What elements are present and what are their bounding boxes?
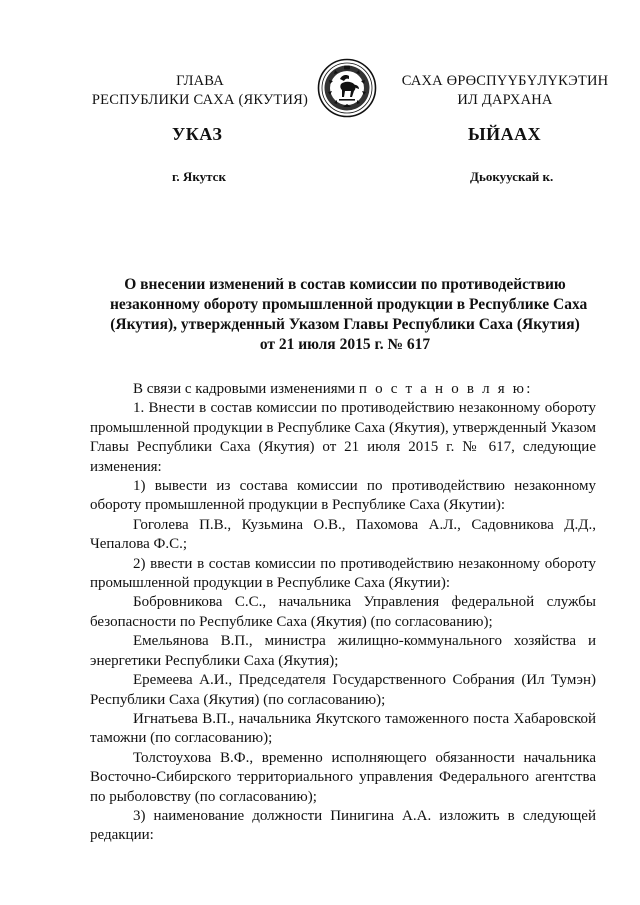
doc-kind-yakut: ЫЙААХ (468, 124, 542, 144)
doc-kind-russian: УКАЗ (172, 124, 223, 144)
sakha-republic-coat-of-arms-icon (317, 58, 377, 118)
body-paragraph-5: Бобровникова С.С., начальника Управления федеральной службы безопасности по Республике Саха (Якутия) (по согласованию); (90, 594, 596, 630)
title-line-2: незаконному обороту промышленной продукции в Республике Саха (110, 296, 588, 313)
body-paragraph-10: 3) наименование должности Пинигина А.А. изложить в следующей редакции: (90, 807, 596, 844)
intro-text: В связи с кадровыми изменениями (133, 381, 356, 397)
header-right-line-1: САХА ӨРӨСПҮҮБҮЛҮКЭТИН (401, 73, 609, 89)
title-line-3: (Якутия), утвержденный Указом Главы Республики Саха (Якутия) (110, 316, 580, 333)
header-right-line-2: ИЛ ДАРХАНА (457, 92, 553, 108)
city-yakut: Дьокуускай к. (470, 169, 554, 184)
document-title (110, 275, 588, 355)
body-paragraph-2: 1) вывести из состава комиссии по противодействию незаконному обороту промышленной продукции в Республике Саха (Якутии): (90, 478, 596, 514)
city-russian: г. Якутск (172, 169, 226, 184)
header-left-line-1: ГЛАВА (176, 73, 224, 89)
title-line-4: от 21 июля 2015 г. № 617 (259, 336, 431, 353)
body-paragraph-4: 2) ввести в состав комиссии по противодействию незаконному обороту промышленной продукции в Республике Саха (Якутии): (90, 555, 596, 592)
body-paragraph-8: Игнатьева В.П., начальника Якутского таможенного поста Хабаровской таможни (по согласованию); (90, 710, 596, 747)
body-paragraph-3: Гоголева П.В., Кузьмина О.В., Пахомова А.Л., Садовникова Д.Д., Чепалова Ф.С.; (90, 516, 596, 553)
header-right-block (385, 72, 625, 110)
document-body (90, 380, 596, 846)
body-paragraph-1: 1. Внести в состав комиссии по противодействию незаконному обороту промышленной продукции в Республике Саха (Якутия), утвержденный Указом Главы Республики Саха (Якутия) от 21 июля 2015 г. № 617, следующие изменения: (90, 400, 596, 475)
header-left-block (80, 72, 320, 110)
intro-paragraph (90, 380, 596, 399)
body-paragraph-6: Емельянова В.П., министра жилищно-коммунального хозяйства и энергетики Республики Саха (Якутия); (90, 633, 596, 669)
body-paragraph-9: Толстоухова В.Ф., временно исполняющего обязанности начальника Восточно-Сибирского территориального управления Федерального агентства по рыболовству (по согласованию); (90, 749, 596, 805)
title-line-1: О внесении изменений в состав комиссии по противодействию (124, 276, 566, 293)
header-left-line-2: РЕСПУБЛИКИ САХА (ЯКУТИЯ) (91, 92, 309, 108)
intro-decree-word: п о с т а н о в л я ю: (358, 381, 533, 397)
body-paragraph-7: Еремеева А.И., Председателя Государственного Собрания (Ил Тумэн) Республики Саха (Якутия) (по согласованию); (90, 672, 596, 708)
